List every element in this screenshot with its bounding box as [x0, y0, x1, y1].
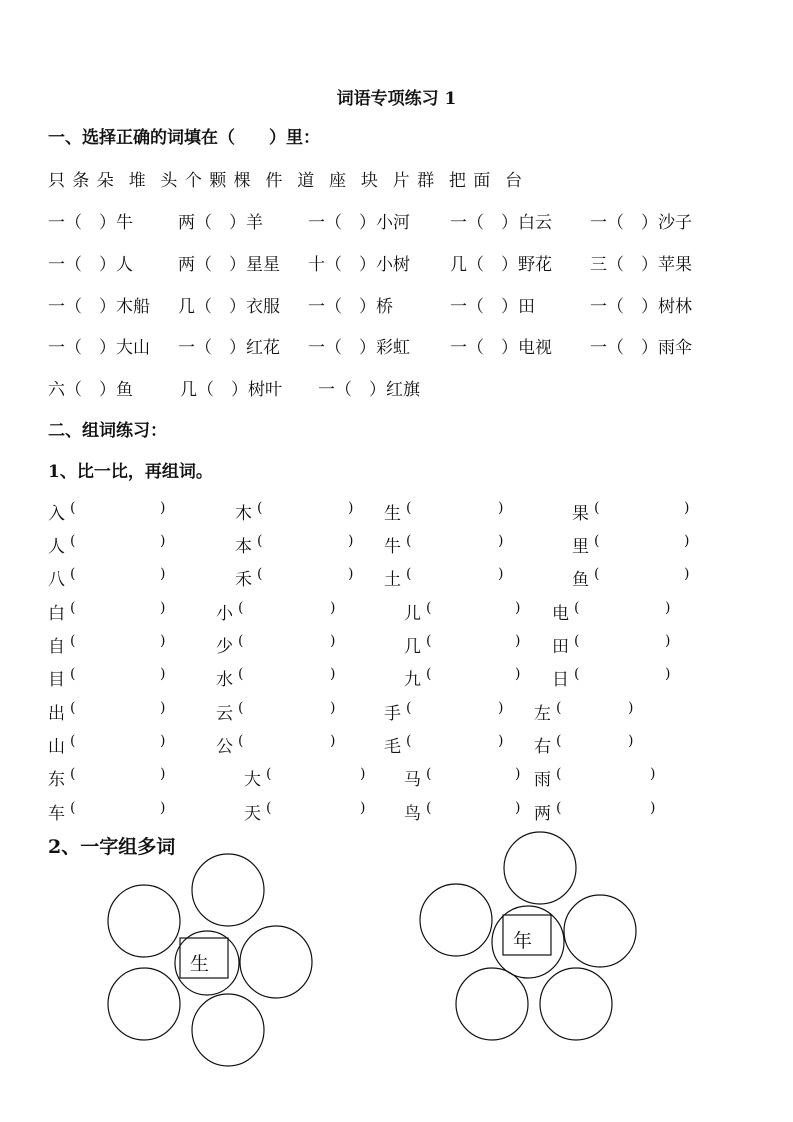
compare-char: 牛 [384, 537, 401, 557]
answer-open-paren[interactable]: ( [406, 733, 412, 749]
section1-heading: 一、选择正确的词填在（ ）里： [48, 128, 320, 148]
flower1-petal-top[interactable] [192, 854, 264, 926]
answer-close-paren[interactable]: ) [515, 600, 521, 616]
answer-close-paren[interactable]: ) [665, 666, 671, 682]
answer-close-paren[interactable]: ) [515, 666, 521, 682]
answer-open-paren[interactable]: ( [556, 800, 562, 816]
measure-item[interactable]: 三（ ）苹果 [590, 255, 692, 275]
answer-open-paren[interactable]: ( [406, 500, 412, 516]
answer-close-paren[interactable]: ) [628, 700, 634, 716]
answer-open-paren[interactable]: ( [266, 766, 272, 782]
word-bank: 只 条 朵 堆 头 个 颗 棵 件 道 座 块 片 群 把 面 台 [48, 171, 523, 191]
compare-char: 田 [552, 637, 569, 657]
answer-close-paren[interactable]: ) [348, 500, 354, 516]
flower2-petal-left-bottom[interactable] [456, 968, 528, 1040]
answer-close-paren[interactable]: ) [498, 700, 504, 716]
answer-close-paren[interactable]: ) [498, 533, 504, 549]
answer-open-paren[interactable]: ( [406, 533, 412, 549]
answer-open-paren[interactable]: ( [556, 733, 562, 749]
answer-close-paren[interactable]: ) [160, 766, 166, 782]
answer-close-paren[interactable]: ) [330, 600, 336, 616]
measure-item[interactable]: 十（ ）小树 [308, 255, 410, 275]
measure-item[interactable]: 一（ ）雨伞 [590, 338, 692, 358]
answer-open-paren[interactable]: ( [426, 800, 432, 816]
answer-close-paren[interactable]: ) [498, 500, 504, 516]
compare-char: 鸟 [404, 804, 421, 824]
section2-heading: 二、组词练习： [48, 421, 167, 441]
answer-close-paren[interactable]: ) [498, 566, 504, 582]
answer-close-paren[interactable]: ) [348, 533, 354, 549]
compare-char: 电 [552, 604, 569, 624]
answer-open-paren[interactable]: ( [556, 766, 562, 782]
measure-item[interactable]: 一（ ）电视 [450, 338, 552, 358]
compare-char: 云 [216, 704, 233, 724]
compare-char: 左 [534, 704, 551, 724]
answer-open-paren[interactable]: ( [574, 600, 580, 616]
answer-close-paren[interactable]: ) [665, 633, 671, 649]
answer-open-paren[interactable]: ( [70, 733, 76, 749]
flower2-petal-right[interactable] [564, 895, 636, 967]
measure-item[interactable]: 两（ ）羊 [178, 213, 263, 233]
answer-open-paren[interactable]: ( [70, 666, 76, 682]
answer-open-paren[interactable]: ( [70, 533, 76, 549]
answer-close-paren[interactable]: ) [515, 800, 521, 816]
answer-open-paren[interactable]: ( [70, 566, 76, 582]
measure-item[interactable]: 几（ ）野花 [450, 255, 552, 275]
compare-char: 大 [244, 770, 261, 790]
measure-item[interactable]: 几（ ）衣服 [178, 297, 280, 317]
compare-char: 手 [384, 704, 401, 724]
measure-item[interactable]: 两（ ）星星 [178, 255, 280, 275]
answer-close-paren[interactable]: ) [160, 600, 166, 616]
compare-char: 水 [216, 670, 233, 690]
answer-close-paren[interactable]: ) [160, 633, 166, 649]
answer-close-paren[interactable]: ) [360, 766, 366, 782]
answer-open-paren[interactable]: ( [238, 600, 244, 616]
measure-item[interactable]: 一（ ）大山 [48, 338, 150, 358]
answer-close-paren[interactable]: ) [515, 633, 521, 649]
answer-open-paren[interactable]: ( [238, 733, 244, 749]
measure-item[interactable]: 几（ ）树叶 [180, 380, 282, 400]
answer-open-paren[interactable]: ( [266, 800, 272, 816]
answer-close-paren[interactable]: ) [160, 533, 166, 549]
compare-char: 果 [572, 504, 589, 524]
answer-open-paren[interactable]: ( [426, 633, 432, 649]
answer-close-paren[interactable]: ) [684, 500, 690, 516]
answer-close-paren[interactable]: ) [348, 566, 354, 582]
compare-char: 东 [48, 770, 65, 790]
answer-close-paren[interactable]: ) [628, 733, 634, 749]
compare-char: 白 [48, 604, 65, 624]
answer-open-paren[interactable]: ( [238, 700, 244, 716]
compare-char: 马 [404, 770, 421, 790]
answer-open-paren[interactable]: ( [238, 633, 244, 649]
answer-open-paren[interactable]: ( [594, 500, 600, 516]
measure-item[interactable]: 一（ ）牛 [48, 213, 133, 233]
answer-open-paren[interactable]: ( [70, 500, 76, 516]
answer-open-paren[interactable]: ( [257, 566, 263, 582]
compare-char: 出 [48, 704, 65, 724]
measure-item[interactable]: 一（ ）红花 [178, 338, 280, 358]
answer-open-paren[interactable]: ( [257, 500, 263, 516]
compare-char: 鱼 [572, 570, 589, 590]
measure-item[interactable]: 一（ ）木船 [48, 297, 150, 317]
answer-close-paren[interactable]: ) [160, 666, 166, 682]
measure-item[interactable]: 六（ ）鱼 [48, 380, 133, 400]
answer-close-paren[interactable]: ) [650, 766, 656, 782]
answer-open-paren[interactable]: ( [406, 700, 412, 716]
flower2-petal-left-top[interactable] [420, 884, 492, 956]
measure-item[interactable]: 一（ ）田 [450, 297, 535, 317]
answer-open-paren[interactable]: ( [426, 666, 432, 682]
measure-item[interactable]: 一（ ）小河 [308, 213, 410, 233]
answer-close-paren[interactable]: ) [330, 733, 336, 749]
answer-open-paren[interactable]: ( [238, 666, 244, 682]
answer-close-paren[interactable]: ) [665, 600, 671, 616]
flower1-petal-left-top[interactable] [108, 885, 180, 957]
compare-char: 土 [384, 570, 401, 590]
compare-char: 里 [572, 537, 589, 557]
answer-open-paren[interactable]: ( [426, 766, 432, 782]
answer-open-paren[interactable]: ( [70, 633, 76, 649]
answer-close-paren[interactable]: ) [330, 633, 336, 649]
compare-char: 日 [552, 670, 569, 690]
measure-item[interactable]: 一（ ）彩虹 [308, 338, 410, 358]
flower2-char: 年 [513, 930, 533, 952]
compare-char: 入 [48, 504, 65, 524]
flower2-petal-top[interactable] [504, 832, 576, 904]
answer-open-paren[interactable]: ( [70, 800, 76, 816]
answer-open-paren[interactable]: ( [556, 700, 562, 716]
compare-char: 两 [534, 804, 551, 824]
compare-char: 毛 [384, 737, 401, 757]
flower1-petal-left-bottom[interactable] [108, 968, 180, 1040]
compare-char: 少 [216, 637, 233, 657]
compare-char: 小 [216, 604, 233, 624]
measure-item[interactable]: 一（ ）红旗 [318, 380, 420, 400]
answer-close-paren[interactable]: ) [160, 566, 166, 582]
answer-open-paren[interactable]: ( [426, 600, 432, 616]
compare-char: 右 [534, 737, 551, 757]
flower1-petal-right[interactable] [240, 926, 312, 998]
answer-close-paren[interactable]: ) [515, 766, 521, 782]
compare-char: 生 [384, 504, 401, 524]
compare-char: 自 [48, 637, 65, 657]
flower1-petal-bottom[interactable] [192, 994, 264, 1066]
subsection1-heading: 1、比一比，再组词。 [48, 462, 213, 482]
compare-char: 目 [48, 670, 65, 690]
flower2-petal-right-bottom[interactable] [540, 968, 612, 1040]
answer-close-paren[interactable]: ) [498, 733, 504, 749]
answer-close-paren[interactable]: ) [360, 800, 366, 816]
compare-char: 雨 [534, 770, 551, 790]
compare-char: 九 [404, 670, 421, 690]
compare-char: 公 [216, 737, 233, 757]
compare-char: 车 [48, 804, 65, 824]
flower1-char: 生 [190, 953, 210, 975]
answer-close-paren[interactable]: ) [330, 666, 336, 682]
answer-close-paren[interactable]: ) [160, 800, 166, 816]
answer-open-paren[interactable]: ( [70, 766, 76, 782]
compare-char: 人 [48, 537, 65, 557]
compare-char: 本 [235, 537, 252, 557]
measure-item[interactable]: 一（ ）桥 [308, 297, 393, 317]
answer-open-paren[interactable]: ( [594, 533, 600, 549]
compare-char: 儿 [404, 604, 421, 624]
compare-char: 天 [244, 804, 261, 824]
answer-open-paren[interactable]: ( [594, 566, 600, 582]
measure-item[interactable]: 一（ ）树林 [590, 297, 692, 317]
answer-close-paren[interactable]: ) [160, 500, 166, 516]
answer-open-paren[interactable]: ( [257, 533, 263, 549]
measure-item[interactable]: 一（ ）白云 [450, 213, 552, 233]
subsection2-heading: 2、一字组多词 [48, 836, 176, 858]
answer-open-paren[interactable]: ( [70, 700, 76, 716]
compare-char: 几 [404, 637, 421, 657]
compare-char: 八 [48, 570, 65, 590]
answer-open-paren[interactable]: ( [70, 600, 76, 616]
answer-open-paren[interactable]: ( [406, 566, 412, 582]
flower-1 [108, 854, 312, 1066]
compare-char: 禾 [235, 570, 252, 590]
answer-close-paren[interactable]: ) [684, 566, 690, 582]
answer-close-paren[interactable]: ) [160, 733, 166, 749]
answer-close-paren[interactable]: ) [684, 533, 690, 549]
answer-open-paren[interactable]: ( [574, 633, 580, 649]
page-title: 词语专项练习 1 [336, 89, 457, 109]
measure-item[interactable]: 一（ ）人 [48, 255, 133, 275]
compare-char: 山 [48, 737, 65, 757]
answer-close-paren[interactable]: ) [650, 800, 656, 816]
answer-close-paren[interactable]: ) [330, 700, 336, 716]
compare-char: 木 [235, 504, 252, 524]
answer-open-paren[interactable]: ( [574, 666, 580, 682]
measure-item[interactable]: 一（ ）沙子 [590, 213, 692, 233]
answer-close-paren[interactable]: ) [160, 700, 166, 716]
